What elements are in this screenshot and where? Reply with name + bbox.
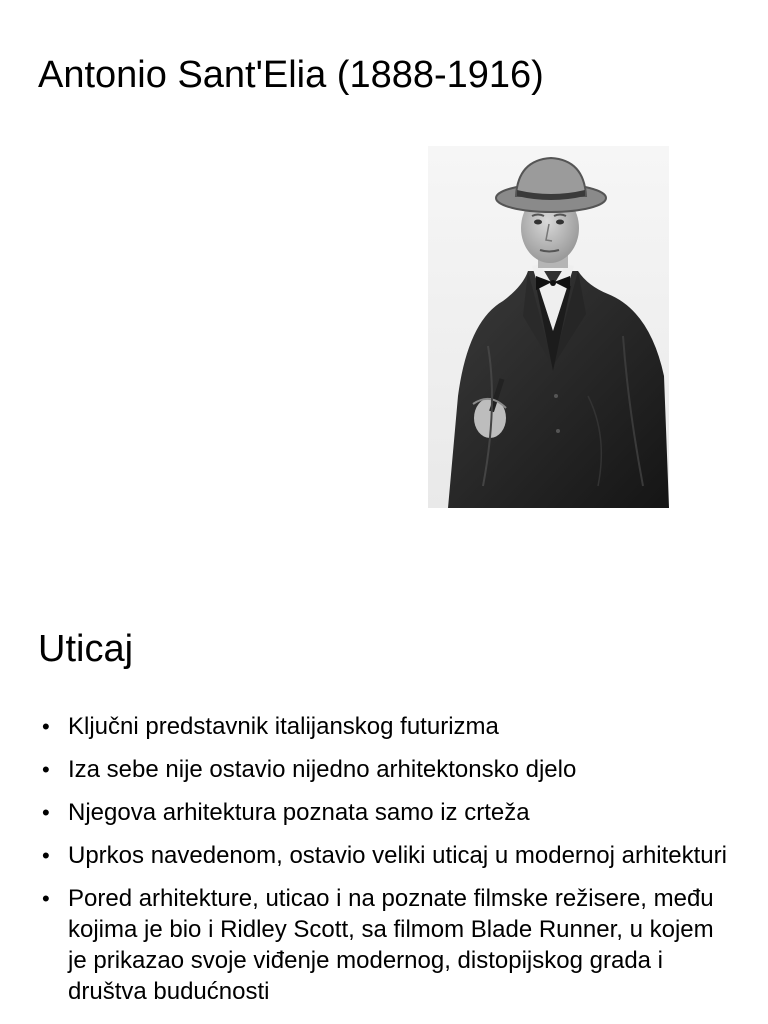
bullet-marker: • (42, 757, 50, 782)
bullet-item (42, 797, 732, 828)
bullet-text: Pored arhitekture, uticao i na poznate filmske režisere, među kojima je bio i Ridley Scott, sa filmom Blade Runner, u kojem je prikazao svoje viđenje modernog, distopijskog grada i društva budućnosti (68, 885, 714, 1005)
bullet-marker: • (42, 800, 50, 825)
slide-title: Antonio Sant'Elia (1888-1916) (38, 54, 544, 96)
bullet-item (42, 840, 732, 871)
slide-2 (0, 580, 768, 1024)
bullet-marker: • (42, 843, 50, 868)
portrait-photo (428, 146, 669, 508)
bullet-item (42, 883, 732, 1007)
slide-title: Uticaj (38, 628, 134, 670)
bullet-text: Njegova arhitektura poznata samo iz crteža (68, 799, 530, 826)
bullet-text: Uprkos navedenom, ostavio veliki uticaj u modernoj arhitekturi (68, 842, 727, 869)
bullet-list (42, 711, 732, 1019)
bullet-text: Ključni predstavnik italijanskog futurizma (68, 713, 499, 740)
bullet-item (42, 711, 732, 742)
bullet-item (42, 754, 732, 785)
bullet-text: Iza sebe nije ostavio nijedno arhitektonsko djelo (68, 756, 577, 783)
bullet-marker: • (42, 714, 50, 739)
bullet-marker: • (42, 886, 50, 911)
